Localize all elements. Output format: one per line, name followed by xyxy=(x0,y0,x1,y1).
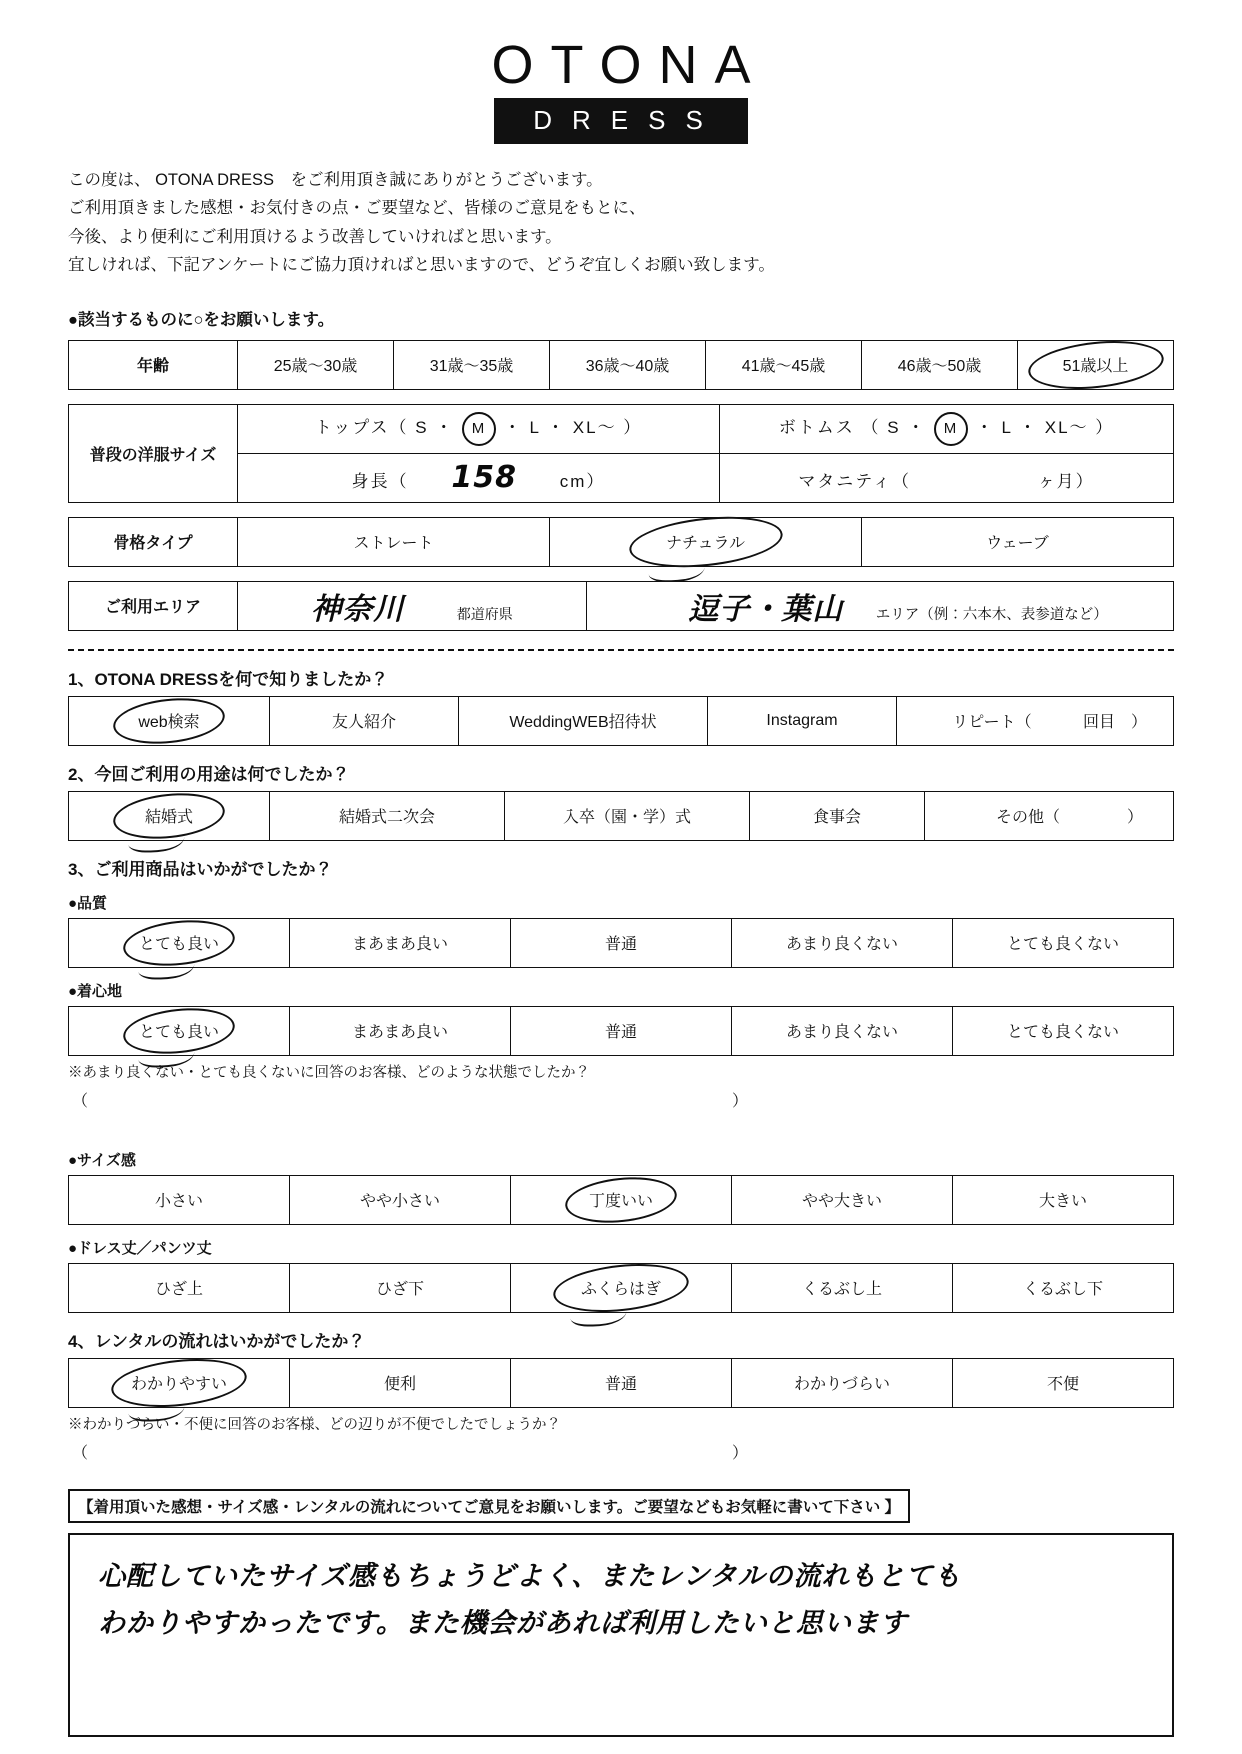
body-type-option-1[interactable] xyxy=(550,517,862,566)
comfort-option-4[interactable]: とても良くない xyxy=(953,1006,1174,1055)
logo-otona-text: OTONA xyxy=(491,35,768,95)
quality-option-0[interactable] xyxy=(69,918,290,967)
table-row xyxy=(69,1175,1174,1224)
comfort-subheading: ●着心地 xyxy=(68,982,123,1000)
q4-option-4[interactable]: 不便 xyxy=(953,1358,1174,1407)
length-option-2-label: ふくらはぎ xyxy=(580,1281,661,1298)
age-option-1[interactable]: 31歳〜35歳 xyxy=(394,340,550,389)
fit-option-4[interactable]: 大きい xyxy=(953,1175,1174,1224)
length-option-2[interactable] xyxy=(511,1263,732,1312)
prefecture-cell[interactable] xyxy=(238,581,587,630)
area-detail-cell[interactable] xyxy=(587,581,1174,630)
comment-line-2: わかりやすかったです。また機会があれば利用したいと思います xyxy=(98,1607,908,1639)
fit-option-3[interactable]: やや大きい xyxy=(732,1175,953,1224)
q2-other-suffix: ） xyxy=(1126,809,1143,826)
question-1-table xyxy=(68,696,1174,746)
q4-followup-note: ※わかりづらい・不便に回答のお客様、どの辺りが不便でしたでしょうか？ xyxy=(68,1416,561,1433)
maternity-cell[interactable] xyxy=(720,453,1174,502)
section-divider xyxy=(68,649,1174,651)
comfort-option-1[interactable]: まあまあ良い xyxy=(290,1006,511,1055)
area-hint: エリア（例：六本木、表参道など） xyxy=(875,606,1108,623)
tops-prefix: トップス（ S ・ xyxy=(314,417,455,437)
quality-option-1[interactable]: まあまあ良い xyxy=(290,918,511,967)
maternity-label: マタニティ（ xyxy=(798,472,911,491)
q1-option-3[interactable]: Instagram xyxy=(708,696,897,745)
intro-line-1: この度は、 OTONA DRESS をご利用頂き誠にありがとうございます。 xyxy=(68,171,603,189)
age-option-3[interactable]: 41歳〜45歳 xyxy=(706,340,862,389)
table-row xyxy=(69,918,1174,967)
comment-box[interactable] xyxy=(68,1533,1174,1737)
clothing-size-label: 普段の洋服サイズ xyxy=(69,404,238,502)
bottoms-size-cell[interactable] xyxy=(720,404,1174,453)
prefecture-label: 都道府県 xyxy=(456,605,513,622)
logo-dress-text: DRESS xyxy=(494,98,748,144)
bottoms-selected-size[interactable]: M xyxy=(934,412,968,446)
question-2-table xyxy=(68,791,1174,841)
q2-option-1[interactable]: 結婚式二次会 xyxy=(270,791,505,840)
body-type-table xyxy=(68,517,1174,567)
instruction-line: ●該当するものに○をお願いします。 xyxy=(68,310,335,329)
q4-open-paren-right: ） xyxy=(732,1444,749,1462)
q4-open-paren-left: （ xyxy=(72,1444,89,1462)
length-option-0[interactable]: ひざ上 xyxy=(69,1263,290,1312)
length-table xyxy=(68,1263,1174,1313)
q2-option-0[interactable] xyxy=(69,791,270,840)
table-row xyxy=(69,404,1174,453)
intro-paragraph xyxy=(68,166,1242,280)
q1-repeat-count-suffix: 回目 ） xyxy=(1082,714,1147,731)
comfort-table xyxy=(68,1006,1174,1056)
body-type-option-1-label: ナチュラル xyxy=(665,535,746,552)
body-type-option-0[interactable]: ストレート xyxy=(238,517,550,566)
height-label: 身長（ xyxy=(351,472,409,491)
q4-option-3[interactable]: わかりづらい xyxy=(732,1358,953,1407)
tops-size-cell[interactable] xyxy=(238,404,720,453)
q4-open-field[interactable] xyxy=(72,1440,1172,1463)
quality-option-0-label: とても良い xyxy=(138,936,219,953)
quality-option-3[interactable]: あまり良くない xyxy=(732,918,953,967)
question-3-title: 3、ご利用商品はいかがでしたか？ xyxy=(68,859,333,879)
comment-line-1: 心配していたサイズ感もちょうどよく、またレンタルの流れもとても xyxy=(98,1560,962,1592)
tops-suffix: ・ L ・ XL〜 ） xyxy=(503,417,643,437)
maternity-value xyxy=(918,460,1038,495)
q1-option-4[interactable] xyxy=(897,696,1174,745)
table-row xyxy=(69,581,1174,630)
q2-option-0-label: 結婚式 xyxy=(144,809,193,826)
intro-line-3: 今後、より便利にご利用頂けるよう改善していければと思います。 xyxy=(68,227,562,246)
quality-option-4[interactable]: とても良くない xyxy=(953,918,1174,967)
bottoms-prefix: ボトムス （ S ・ xyxy=(778,417,927,437)
q1-option-2[interactable]: WeddingWEB招待状 xyxy=(459,696,708,745)
height-unit: cm） xyxy=(559,472,606,491)
q1-option-0[interactable] xyxy=(69,696,270,745)
quality-option-2[interactable]: 普通 xyxy=(511,918,732,967)
q2-option-3[interactable]: 食事会 xyxy=(750,791,925,840)
fit-option-2-label: 丁度いい xyxy=(588,1193,653,1210)
length-subheading: ●ドレス丈／パンツ丈 xyxy=(68,1239,212,1257)
clothing-size-table xyxy=(68,404,1174,503)
area-value: 逗子・葉山 xyxy=(688,591,844,627)
brand-logo xyxy=(0,0,1242,144)
fit-subheading: ●サイズ感 xyxy=(68,1151,136,1169)
fit-option-2[interactable] xyxy=(511,1175,732,1224)
area-table xyxy=(68,581,1174,631)
maternity-unit: ヶ月） xyxy=(1037,472,1095,491)
question-4-table xyxy=(68,1358,1174,1408)
table-row xyxy=(69,696,1174,745)
length-option-1[interactable]: ひざ下 xyxy=(290,1263,511,1312)
intro-line-4: 宜しければ、下記アンケートにご協力頂ければと思いますので、どうぞ宜しくお願い致します。 xyxy=(68,256,775,275)
comfort-open-field[interactable] xyxy=(72,1088,1172,1111)
q1-option-1[interactable]: 友人紹介 xyxy=(270,696,459,745)
area-label: ご利用エリア xyxy=(69,581,238,630)
comment-section-title: 【着用頂いた感想・サイズ感・レンタルの流れについてご意見をお願いします。ご要望などもお気軽に書いて下さい 】 xyxy=(68,1489,910,1523)
comfort-option-0-label: とても良い xyxy=(138,1024,219,1041)
q1-option-4-label: リピート（ xyxy=(952,714,1032,731)
age-label: 年齢 xyxy=(69,340,238,389)
table-row xyxy=(69,1263,1174,1312)
body-type-option-2[interactable]: ウェーブ xyxy=(862,517,1174,566)
comfort-followup-note: ※あまり良くない・とても良くないに回答のお客様、どのような状態でしたか？ xyxy=(68,1064,590,1081)
age-option-2[interactable]: 36歳〜40歳 xyxy=(550,340,706,389)
age-option-5-label: 51歳以上 xyxy=(1062,358,1129,375)
age-option-5[interactable] xyxy=(1018,340,1174,389)
fit-option-1[interactable]: やや小さい xyxy=(290,1175,511,1224)
comfort-option-0[interactable] xyxy=(69,1006,290,1055)
body-type-label: 骨格タイプ xyxy=(69,517,238,566)
age-table xyxy=(68,340,1174,390)
question-1-title: 1、OTONA DRESSを何で知りましたか？ xyxy=(68,669,389,689)
q4-option-0[interactable] xyxy=(69,1358,290,1407)
bottoms-suffix: ・ L ・ XL〜 ） xyxy=(975,417,1115,437)
question-2-title: 2、今回ご利用の用途は何でしたか？ xyxy=(68,764,350,784)
length-option-4[interactable]: くるぶし下 xyxy=(953,1263,1174,1312)
question-4-title: 4、レンタルの流れはいかがでしたか？ xyxy=(68,1331,366,1351)
comment-handwriting xyxy=(98,1553,1138,1648)
q2-option-4[interactable] xyxy=(925,791,1174,840)
comfort-option-3[interactable]: あまり良くない xyxy=(732,1006,953,1055)
q4-option-0-label: わかりやすい xyxy=(130,1376,227,1393)
fit-option-0[interactable]: 小さい xyxy=(69,1175,290,1224)
age-option-0[interactable]: 25歳〜30歳 xyxy=(238,340,394,389)
comfort-option-2[interactable]: 普通 xyxy=(511,1006,732,1055)
quality-table xyxy=(68,918,1174,968)
q2-option-4-label: その他（ xyxy=(995,809,1060,826)
comfort-open-paren-right: ） xyxy=(732,1092,749,1110)
q1-option-0-label: web検索 xyxy=(138,714,200,731)
fit-table xyxy=(68,1175,1174,1225)
table-row xyxy=(69,1358,1174,1407)
age-option-4[interactable]: 46歳〜50歳 xyxy=(862,340,1018,389)
table-row xyxy=(69,340,1174,389)
table-row xyxy=(69,517,1174,566)
tops-selected-size[interactable]: M xyxy=(462,412,496,446)
table-row xyxy=(69,791,1174,840)
height-value: 158 xyxy=(451,460,517,495)
comfort-open-paren-left: （ xyxy=(72,1092,89,1110)
table-row xyxy=(69,1006,1174,1055)
q2-option-2[interactable]: 入卒（園・学）式 xyxy=(505,791,750,840)
prefecture-value: 神奈川 xyxy=(311,591,405,627)
height-cell[interactable] xyxy=(238,453,720,502)
q4-option-2[interactable]: 普通 xyxy=(511,1358,732,1407)
q4-option-1[interactable]: 便利 xyxy=(290,1358,511,1407)
length-option-3[interactable]: くるぶし上 xyxy=(732,1263,953,1312)
quality-subheading: ●品質 xyxy=(68,894,108,912)
intro-line-2: ご利用頂きました感想・お気付きの点・ご要望など、皆様のご意見をもとに、 xyxy=(68,199,646,218)
